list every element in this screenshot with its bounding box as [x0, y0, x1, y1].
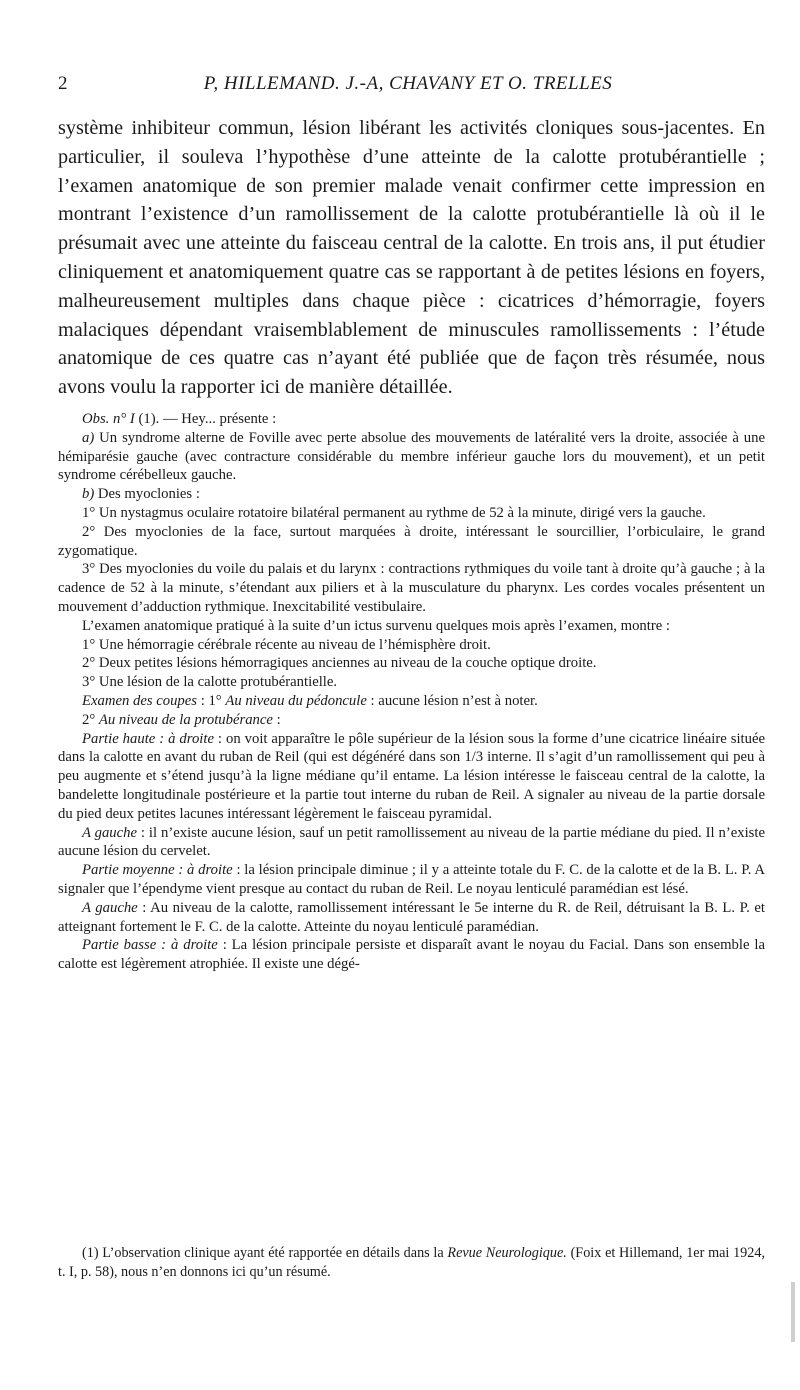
partie-haute-gauche-paragraph [58, 824, 765, 862]
coupes-text: : aucune lésion n’est à noter. [366, 692, 538, 709]
item-a [58, 429, 765, 485]
item-a-text: Un syndrome alterne de Foville avec perte absolue des mouvements de latéralité vers la droite, associée à une hémiparésie gauche (avec contracture considérable du membre inférieur gauche lors du mouvement), et un petit syndrome cérébelleux gauche. [58, 429, 765, 484]
item-b-label: b) [82, 486, 95, 503]
intro-paragraph: système inhibiteur commun, lésion libérant les activités cloniques sous-jacentes. En particulier, il souleva l’hypothèse d’une atteinte de la calotte protubérantielle ; l’examen anatomique de son premier malade venait confirmer cette impression en montrant l’existence d’un ramollissement de la calotte protubérantielle là où il le présumait avec une atteinte du faisceau central de la calotte. En trois ans, il put étudier cliniquement et anatomiquement quatre cas se rapportant à de petites lésions en foyers, malheureusement multiples dans chaque pièce : cicatrices d’hémorragie, foyers malaciques dépendant vraisemblablement de minuscules ramollissements : l’étude anatomique de ces quatre cas n’ayant été publiée que de façon très résumée, nous avons voulu la rapporter ici de manière détaillée. [58, 117, 765, 399]
margin-scan-mark [791, 1282, 795, 1342]
exam-intro: L’examen anatomique pratiqué à la suite d’un ictus survenu quelques mois après l’examen, montre : [82, 617, 671, 634]
item-b2: 2° Des myoclonies de la face, surtout marquées à droite, intéressant le sourcillier, l’orbiculaire, le grand zygomatique. [58, 523, 765, 559]
partie-haute-paragraph [58, 730, 765, 824]
partie-moyenne-gauche-label: A gauche [82, 899, 138, 916]
partie-haute-text: : on voit apparaître le pôle supérieur de la lésion sous la forme d’une cicatrice linéaire située dans la calotte en avant du ruban de Reil (qui est dégénéré dans son 1/3 interne. Il s’agit d’un ramollissement qui peu à peu augmente et s’étend jusqu’à la ligne médiane qu’il entame. La lésion intéresse le faisceau central de la calotte, la bandelette longitudinale postérieure et la partie tout interne du ruban de Reil. A signaler au niveau de la partie dorsale du pied deux petites lacunes intéressant légèrement le faisceau pyramidal. [58, 730, 765, 822]
observation-section [58, 410, 765, 974]
coupes-label-2: Au niveau du pédoncule [225, 692, 367, 709]
coupes-mid: : 1° [197, 692, 226, 709]
partie-moyenne-paragraph [58, 861, 765, 899]
footnote-text-after: (Foix et Hillemand, 1er mai 1924, t. I, p. 58), nous n’en donnons ici qu’un résumé. [58, 1245, 766, 1280]
footnote-paragraph [58, 1244, 765, 1281]
obs-label: Obs. n° I [82, 411, 135, 427]
partie-moyenne-gauche-paragraph [58, 899, 765, 937]
partie-basse-text: : La lésion principale persiste et disparaît avant le noyau du Facial. Dans son ensemble la calotte est légèrement atrophiée. Il existe une dégé- [58, 937, 765, 973]
protub-prefix: 2° [82, 711, 99, 728]
partie-moyenne-text: : la lésion principale diminue ; il y a atteinte totale du F. C. de la calotte et de la B. L. P. A signaler que l’épendyme vient presque au contact du ruban de Reil. Le noyau lenticulé paramédian est lésé. [58, 862, 765, 897]
item-a-label: a) [82, 429, 95, 446]
exam-item-3: 3° Une lésion de la calotte protubérantielle. [82, 674, 338, 691]
footnote-journal: Revue Neurologique. [447, 1245, 567, 1261]
exam-item-1: 1° Une hémorragie cérébrale récente au niveau de l’hémisphère droit. [82, 636, 491, 653]
partie-haute-gauche-label: A gauche [82, 824, 138, 841]
protuberance-heading [58, 711, 765, 730]
item-b1: 1° Un nystagmus oculaire rotatoire bilatéral permanent au rythme de 52 à la minute, dirigé vers la gauche. [82, 504, 706, 521]
partie-haute-label: Partie haute : à droite [82, 730, 214, 747]
item-b [58, 485, 765, 504]
footnote [58, 1244, 765, 1281]
partie-basse-paragraph [58, 936, 765, 974]
exam-item-2: 2° Deux petites lésions hémorragiques anciennes au niveau de la couche optique droite. [82, 655, 597, 672]
coupes-paragraph [58, 692, 765, 711]
protub-suffix: : [272, 711, 281, 728]
obs-heading [58, 410, 765, 429]
partie-basse-label: Partie basse : à droite [82, 937, 218, 954]
coupes-label: Examen des coupes [82, 692, 198, 709]
partie-moyenne-gauche-text: : Au niveau de la calotte, ramollissement intéressant le 5e interne du R. de Reil, détruisant la B. L. P. et atteignant fortement le F. C. de la calotte. Atteinte du noyau lenticulé paramédian. [58, 899, 765, 935]
footnote-text-before: (1) L’observation clinique ayant été rapportée en détails dans la [82, 1245, 448, 1261]
protub-label: Au niveau de la protubérance [98, 711, 273, 728]
item-b3: 3° Des myoclonies du voile du palais et du larynx : contractions rythmiques du voile tant à droite qu’à gauche ; à la cadence de 52 à la minute, s’étendant aux piliers et à la musculature du pharynx. Les cordes vocales présentent un mouvement d’adduction rythmique. Inexcitabilité vestibulaire. [58, 561, 765, 615]
page-number: 2 [58, 73, 68, 94]
item-b-text: Des myoclonies : [94, 486, 200, 503]
obs-rest: (1). — Hey... présente : [134, 411, 277, 427]
partie-moyenne-label: Partie moyenne : à droite [82, 862, 233, 879]
running-title: P, HILLEMAND. J.-A, CHAVANY ET O. TRELLES [203, 73, 613, 94]
partie-haute-gauche-text: : il n’existe aucune lésion, sauf un petit ramollissement au niveau de la partie médiane du pied. Il n’existe aucune lésion du cervelet. [58, 824, 765, 860]
